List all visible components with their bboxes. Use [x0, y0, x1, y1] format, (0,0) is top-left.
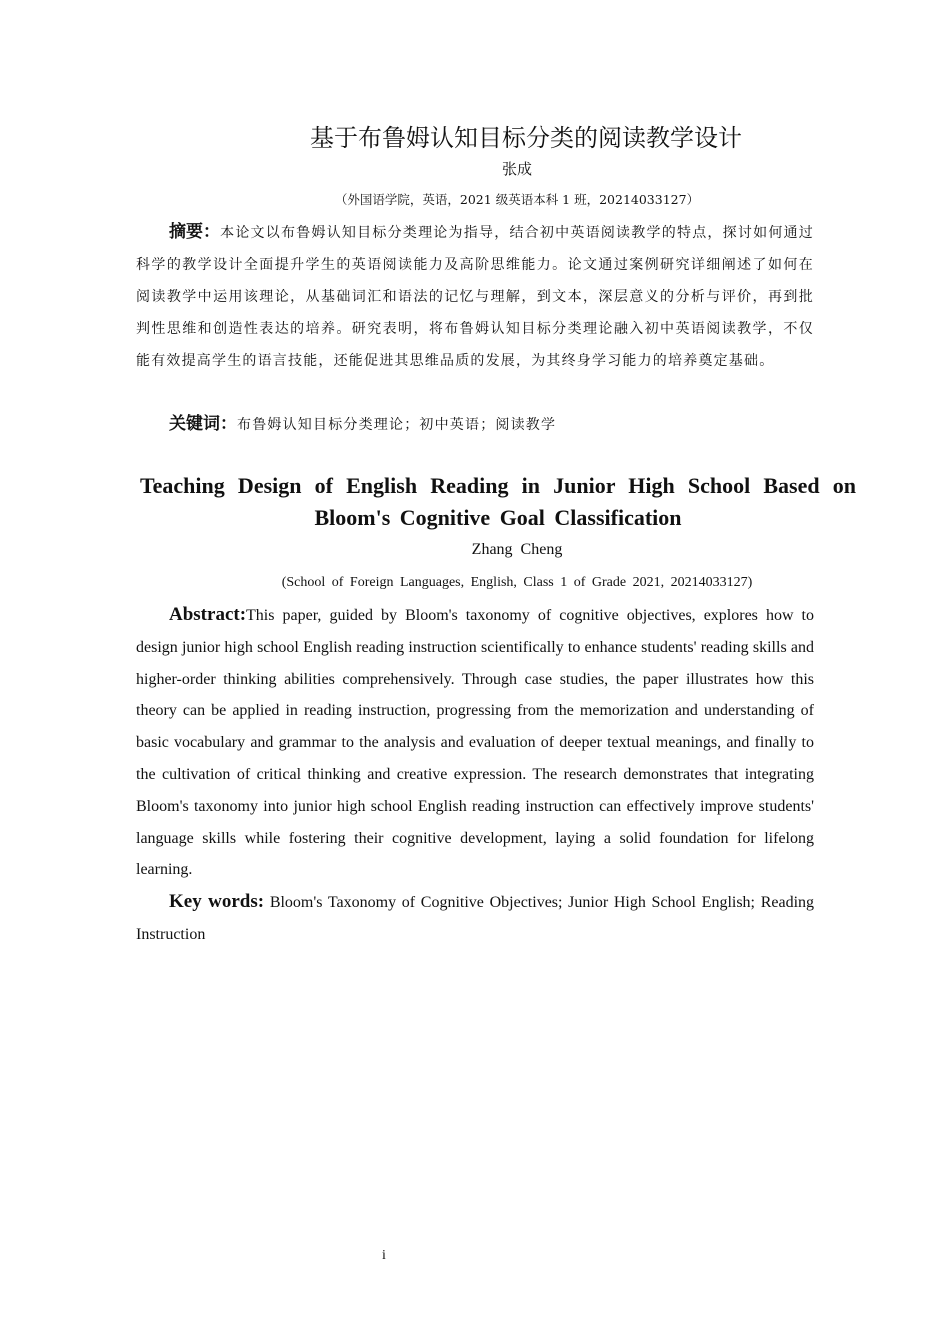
chinese-abstract-label: 摘要： — [169, 222, 221, 242]
english-abstract — [136, 599, 814, 886]
english-abstract-text: This paper, guided by Bloom's taxonomy of cognitive objectives, explores how to design junior high school English reading instruction scientifically to enhance students' reading skills and higher-order thinking abilities comprehensively. Through case studies, the paper illustrates how this theory can be applied in reading instruction, progressing from the memorization and understanding of basic vocabulary and grammar to the analysis and evaluation of deeper textual meanings, and finally to the cultivation of critical thinking and creative expression. The research demonstrates that integrating Bloom's taxonomy into junior high school English reading instruction can effectively improve students' language skills while fostering their cognitive development, laying a solid foundation for lifelong learning. — [136, 607, 814, 879]
chinese-author: 张成 — [501, 160, 532, 178]
english-abstract-label: Abstract: — [169, 604, 247, 625]
english-keywords-label: Key words: — [169, 891, 265, 912]
chinese-keywords-label: 关键词： — [169, 414, 237, 434]
english-affiliation: (School of Foreign Languages, English, Class 1 of Grade 2021, 20214033127) — [281, 575, 753, 590]
chinese-keywords — [136, 408, 814, 441]
english-keywords — [136, 886, 814, 951]
chinese-abstract — [136, 216, 814, 377]
english-keywords-text: Bloom's Taxonomy of Cognitive Objectives; Junior High School English; Reading Instruction — [136, 894, 815, 943]
english-author: Zhang Cheng — [471, 541, 563, 558]
english-title: Teaching Design of English Reading in Junior High School Based on Bloom's Cognitive Goal Classification — [140, 473, 856, 530]
chinese-title: 基于布鲁姆认知目标分类的阅读教学设计 — [310, 124, 742, 152]
page-number: i — [382, 1248, 386, 1263]
chinese-keywords-text: 布鲁姆认知目标分类理论；初中英语；阅读教学 — [237, 417, 557, 433]
chinese-affiliation: （外国语学院，英语，2021 级英语本科 1 班，20214033127） — [334, 192, 700, 207]
chinese-abstract-text: 本论文以布鲁姆认知目标分类理论为指导，结合初中英语阅读教学的特点，探讨如何通过科学的教学设计全面提升学生的英语阅读能力及高阶思维能力。论文通过案例研究详细阐述了如何在阅读教学中运用该理论，从基础词汇和语法的记忆与理解，到文本，深层意义的分析与评价，再到批判性思维和创造性表达的培养。研究表明，将布鲁姆认知目标分类理论融入初中英语阅读教学，不仅能有效提高学生的语言技能，还能促进其思维品质的发展，为其终身学习能力的培养奠定基础。 — [136, 225, 814, 369]
